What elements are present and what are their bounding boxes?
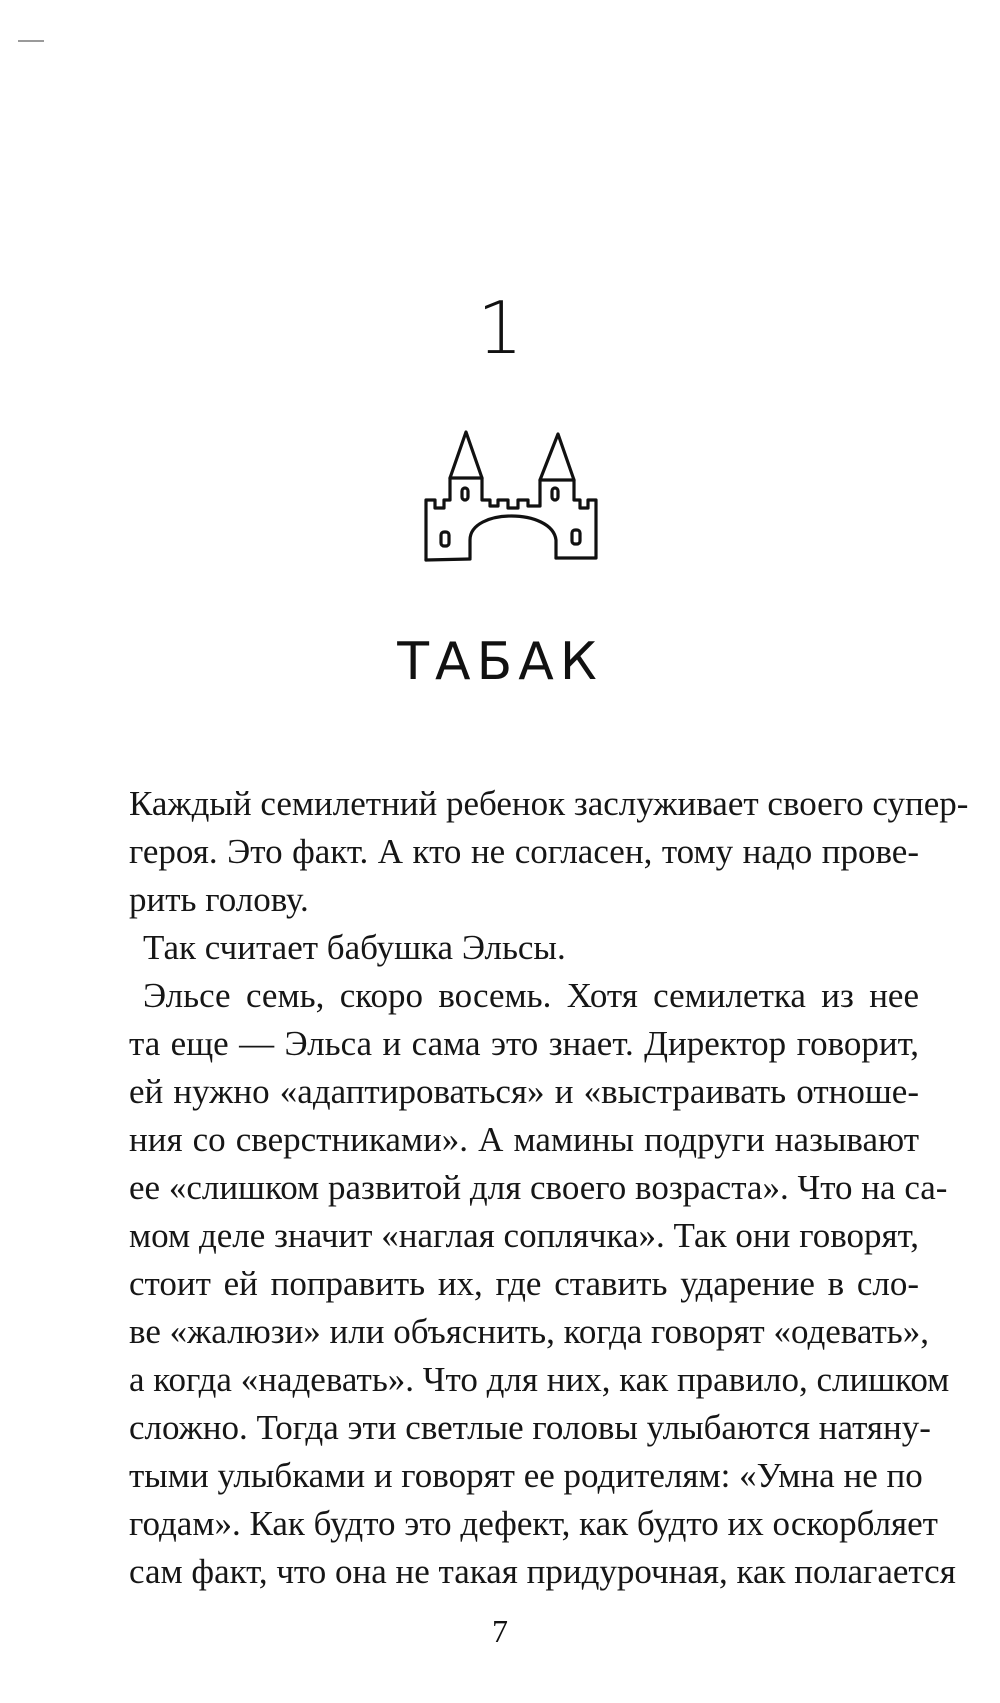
- text-line: сам факт, что она не такая придурочная, как полагается: [129, 1552, 956, 1591]
- scan-mark: [18, 40, 44, 42]
- chapter-body: [129, 780, 969, 1596]
- text-line: а когда «надевать». Что для них, как правило, слишком: [129, 1360, 950, 1399]
- text-line: ее «слишком развитой для своего возраста». Что на са-: [129, 1168, 948, 1207]
- page-number: 7: [492, 1613, 508, 1649]
- text-line: ве «жалюзи» или объяснить, когда говорят «одевать»,: [129, 1312, 929, 1351]
- text-line: сложно. Тогда эти светлые головы улыбаются натяну-: [129, 1408, 931, 1447]
- text-line: тыми улыбками и говорят ее родителям: «Умна не по: [129, 1456, 923, 1495]
- chapter-number: 1: [477, 286, 523, 370]
- text-line: годам». Как будто это дефект, как будто их оскорбляет: [129, 1504, 938, 1543]
- text-line: героя. Это факт. А кто не согласен, тому надо прове-: [129, 832, 919, 871]
- text-line: Эльсе семь, скоро восемь. Хотя семилетка из нее: [143, 976, 919, 1015]
- text-line: та еще — Эльса и сама это знает. Директор говорит,: [129, 1024, 919, 1063]
- text-line: рить голову.: [129, 880, 309, 919]
- text-line: Так считает бабушка Эльсы.: [143, 928, 566, 967]
- text-line: Каждый семилетний ребенок заслуживает своего супер-: [129, 784, 969, 823]
- text-line: ния со сверстниками». А мамины подруги называют: [129, 1120, 919, 1159]
- text-line: стоит ей поправить их, где ставить ударение в сло-: [129, 1264, 919, 1303]
- chapter-title: ТАБАК: [397, 632, 603, 692]
- text-line: мом деле значит «наглая соплячка». Так они говорят,: [129, 1216, 919, 1255]
- text-line: ей нужно «адаптироваться» и «выстраивать отноше-: [129, 1072, 919, 1111]
- castle-icon: [422, 428, 600, 578]
